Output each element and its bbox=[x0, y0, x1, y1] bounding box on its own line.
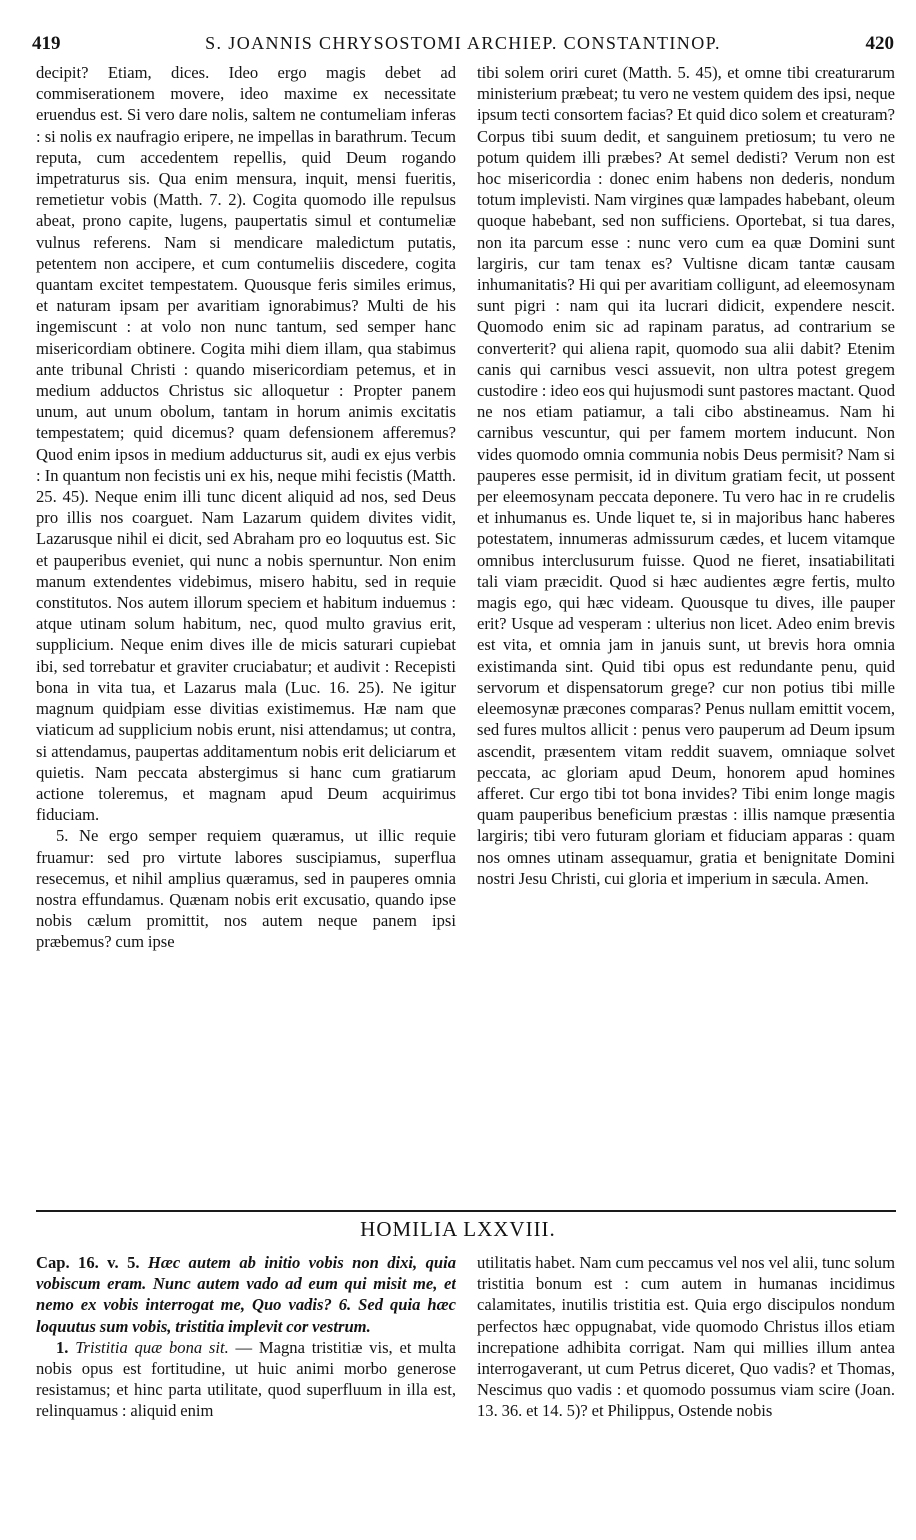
page-number-left: 419 bbox=[32, 33, 61, 54]
chapter-lemma bbox=[36, 1252, 456, 1337]
section-heading: Tristitia quæ bona sit. bbox=[75, 1337, 229, 1357]
right-column-paragraph: tibi solem oriri curet (Matth. 5. 45), et omne tibi creaturarum ministerium præbeat; tu vero ne vestem quidem des ipsi, neque ipsum tecti consortem facias? Et quid dico solem et creaturam? Corpus tibi suum dedit, et sanguinem pretiosum; tu vero ne potum quidem illi præbes? At semel dedisti? Verum non est hoc misericordia : donec enim habens non dederis, nondum totum implevisti. Nam virgines quæ lampades habebant, oleum quoque habebant, sed non sufficiens. Oportebat, si tua dares, non ita parcum esse : nunc vero cum ea quæ Domini sunt largiris, cur tam tenax es? Vultisne dicam tantæ causam inhumanitatis? Hi qui per avaritiam colligunt, ad eleemosynam sunt pigri : nam qui ita lucrari didicit, expendere nescit. Quomodo enim sic ad rapinam paratus, ad contrarium se converterit? qui aliena rapit, quomodo sua alii dabit? Etenim canis qui carnibus vesci assuevit, non ultra potest gregem custodire : ideo eos qui hujusmodi sunt pastores mactant. Quod ne nos etiam patiamur, a tali cibo abstineamus. Nam hi carnibus vescuntur, qui per famem mortem inducunt. Non vides quomodo omnia communia nobis Deus permisit? Nam si pauperes esse permisit, id in divitum gratiam fecit, ut possent per eleemosynam peccata deponere. Tu vero hac in re crudelis et inhumanus es. Unde liquet te, si in majoribus hanc haberes potestatem, innumeras admissurum cædes, et lucem vitamque omnibus interclusurum fuisse. Quod ne fieret, insatiabilitati tali viam præcidit. Quod si hæc audientes ægre fertis, multo magis ego, qui hæc videam. Quousque tu dives, ille pauper erit? Usque ad vesperam : ulterius non licet. Adeo enim brevis est vita, et omnia jam in januis sunt, ut brevis hora omnia existimanda sint. Quid tibi opus est redundante penu, quid servorum et dispensatorum grege? cur non potius tibi mille eleemosynæ præcones comparas? Penus nullam emittit vocem, sed fures multos allicit : penus vero pauperum ad Deum ipsum ascendit, præsentem vitam reddit suavem, omniaque solvet peccata, ac gloriam apud Deum, honorem apud homines afferet. Cur ergo tibi tot bona invides? Tibi enim longe magis quam pauperibus beneficium præstas : illis namque præsentia largiris; tibi vero futuram gloriam et fiduciam apparas : quam nos omnes utinam assequamur, gratia et benignitate Domini nostri Jesu Christi, cui gloria et imperium in sæcula. Amen. bbox=[477, 63, 895, 888]
left-column-bottom bbox=[36, 1252, 456, 1534]
section-1-paragraph bbox=[36, 1337, 456, 1422]
page-header bbox=[32, 33, 894, 59]
page-number-right: 420 bbox=[865, 33, 894, 54]
lemma-text: Hæc autem ab initio vobis non dixi, quia vobiscum eram. Nunc autem vado ad eum qui misit me, et nemo ex vobis interrogat me, Quo vadis? 6. Sed quia hæc loquutus sum vobis, tristitia implevit cor vestrum. bbox=[36, 1253, 456, 1336]
section-body: — Magna tristitiæ vis, et multa nobis opus est fortitudine, ut huic animi morbo generose resistamus; et hinc parta utilitate, quod superfluum in illa est, relinquamus : aliquid enim bbox=[36, 1337, 456, 1421]
section-divider bbox=[36, 1210, 896, 1212]
section-number: 1. bbox=[56, 1337, 69, 1357]
left-column-paragraph-4: decipit? Etiam, dices. Ideo ergo magis debet ad commiserationem movere, ideo maxime ex necessitate eruendus est. Si vero dare nolis, saltem ne contumeliam inferas : si nolis ex naufragio eripere, ne impellas in barathrum. Tecum reputa, cum accedentem repellis, quid Deum rogando impetraturus sis. Qua enim mensura, inquit, mensi fueritis, remetietur vobis (Matth. 7. 2). Cogita quomodo ille repulsus abeat, prono capite, lugens, paupertatis simul et contumeliæ vulnus referens. Nam si mendicare maledictum putatis, petentem non accipere, et cum contumeliis discedere, cogita quantam excitet tempestatem. Quousque feris similes erimus, et naturam ipsam per avaritiam ignorabimus? Multi de his ingemiscunt : at volo non nunc tantum, sed semper hanc misericordiam obtinere. Cogita mihi diem illam, qua stabimus ante tribunal Christi : quando misericordiam petemus, et in medium adductos Christus sic alloquetur : Propter panem unum, aut unum obolum, tantam in horum animis excitatis tempestatem; quid dicemus? quam defensionem afferemus? Quod enim ipsos in medium adducturus sit, audi ex ejus verbis : In quantum non fecistis uni ex his, neque mihi fecistis (Matth. 25. 45). Neque enim illi tunc dicent aliquid ad nos, sed Deus pro illis nos coarguet. Nam Lazarum quidem divites vidit, Lazarusque nihil ei dicit, sed Abraham pro eo loquutus est. Sic et pauperibus eveniet, qui nunc a nobis spernuntur. Non enim manum extendentes videbimus, misero habitu, sed in requie constitutos. Nos autem illorum speciem et habitum induemus : atque utinam solum habitum, nec, quod multo gravius erit, supplicium. Neque enim dives ille de micis saturari cupiebat ibi, sed torrebatur et graviter cruciabatur; et audivit : Recepisti bona in vita tua, et Lazarus mala (Luc. 16. 25). Ne igitur magnum quidpiam esse divitias existimemus. Hæ nam que viaticum ad supplicium nobis erunt, nisi attendamus; ut contra, si attendamus, paupertas additamentum nobis erit deliciarum et quietis. Nam peccata abstergimus si hanc cum gratiarum actione toleremus, et magnam apud Deum acquirimus fiduciam. bbox=[36, 63, 456, 825]
left-column-top bbox=[36, 62, 456, 1192]
homily-title: HOMILIA LXXVIII. bbox=[360, 1217, 556, 1241]
running-title: S. JOANNIS CHRYSOSTOMI ARCHIEP. CONSTANTINOP. bbox=[205, 33, 721, 53]
right-column-bottom-paragraph: utilitatis habet. Nam cum peccamus vel nos vel alii, tunc solum tristitia bonum est : cum autem in humanas incidimus calamitates, inutilis tristitia est. Quia ergo discipulos nondum perfectos hæc oppugnabat, vide quomodo Christus illos etiam increpatione adhibita corrigat. Nam qui millies illum antea interrogaverant, ut cum Petrus diceret, Quo vadis? et Thomas, Nescimus quo vadis : et quomodo possumus viam scire (Joan. 13. 36. et 14. 5)? et Philippus, Ostende nobis bbox=[477, 1253, 895, 1421]
left-column-paragraph-5: 5. Ne ergo semper requiem quæramus, ut illic requie fruamur: sed pro virtute labores suscipiamus, superflua resecemus, et nihil amplius quæramus, sed in pauperes omnia nostra effundamus. Quænam nobis erit excusatio, quando ipse nobis cælum promittit, nos autem neque panem ipsi præbemus? cum ipse bbox=[36, 826, 456, 952]
chapter-reference: Cap. 16. v. 5. bbox=[36, 1253, 140, 1272]
right-column-top bbox=[477, 62, 895, 1192]
right-column-bottom bbox=[477, 1252, 895, 1534]
